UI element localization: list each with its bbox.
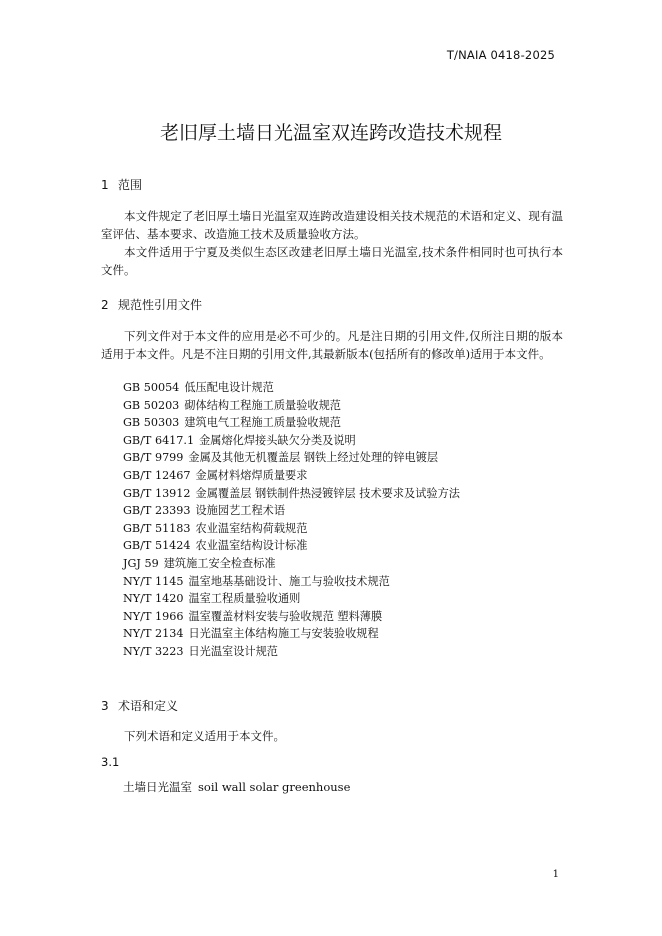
section-3-heading (101, 697, 178, 714)
section-title: 术语和定义 (118, 699, 179, 713)
terms-intro-paragraph: 下列术语和定义适用于本文件。 (124, 729, 285, 743)
section-title: 规范性引用文件 (118, 298, 203, 312)
section-number: 2 (101, 298, 109, 312)
reference-item: GB/T 13912 金属覆盖层 钢铁制件热浸镀锌层 技术要求及试验方法 (123, 486, 460, 500)
section-2-heading (101, 296, 202, 313)
standard-code: T/NAIA 0418-2025 (446, 48, 555, 62)
reference-item: GB/T 51183 农业温室结构荷载规范 (123, 521, 308, 535)
scope-paragraph-2: 本文件适用于宁夏及类似生态区改建老旧厚土墙日光温室,技术条件相同时也可执行本文件。 (101, 245, 563, 277)
reference-list (123, 379, 460, 661)
reference-item: NY/T 1420 温室工程质量验收通则 (123, 592, 301, 606)
reference-item: GB 50203 砌体结构工程施工质量验收规范 (123, 398, 341, 412)
page-number: 1 (552, 869, 559, 880)
document-title: 老旧厚土墙日光温室双连跨改造技术规程 (159, 122, 502, 144)
clause-number: 3.1 (101, 755, 120, 769)
reference-item: NY/T 1966 温室覆盖材料安装与验收规范 塑料薄膜 (123, 609, 383, 623)
reference-item: GB/T 12467 金属材料熔焊质量要求 (123, 468, 308, 482)
reference-item: GB/T 6417.1 金属熔化焊接头缺欠分类及说明 (123, 433, 356, 447)
reference-item: NY/T 3223 日光温室设计规范 (123, 644, 278, 658)
section-number: 3 (101, 699, 109, 713)
reference-item: JGJ 59 建筑施工安全检查标准 (123, 556, 276, 570)
term-chinese: 土墙日光温室 (123, 780, 192, 794)
references-intro-paragraph: 下列文件对于本文件的应用是必不可少的。凡是注日期的引用文件,仅所注日期的版本适用于本文件。凡是不注日期的引用文件,其最新版本(包括所有的修改单)适用于本文件。 (101, 329, 563, 361)
term-entry (123, 779, 350, 795)
section-title: 范围 (118, 178, 143, 192)
reference-item: GB/T 23393 设施园艺工程术语 (123, 504, 286, 518)
scope-paragraph-1: 本文件规定了老旧厚土墙日光温室双连跨改造建设相关技术规范的术语和定义、现有温室评估、基本要求、改造施工技术及质量验收方法。 (101, 209, 563, 241)
reference-item: GB 50303 建筑电气工程施工质量验收规范 (123, 416, 341, 430)
section-1-heading (101, 176, 142, 193)
reference-item: GB/T 9799 金属及其他无机覆盖层 钢铁上经过处理的锌电镀层 (123, 451, 439, 465)
reference-item: NY/T 1145 温室地基基础设计、施工与验收技术规范 (123, 574, 390, 588)
reference-item: NY/T 2134 日光温室主体结构施工与安装验收规程 (123, 627, 379, 641)
reference-item: GB/T 51424 农业温室结构设计标准 (123, 539, 308, 553)
section-number: 1 (101, 178, 109, 192)
reference-item: GB 50054 低压配电设计规范 (123, 381, 274, 394)
term-english: soil wall solar greenhouse (198, 780, 351, 794)
